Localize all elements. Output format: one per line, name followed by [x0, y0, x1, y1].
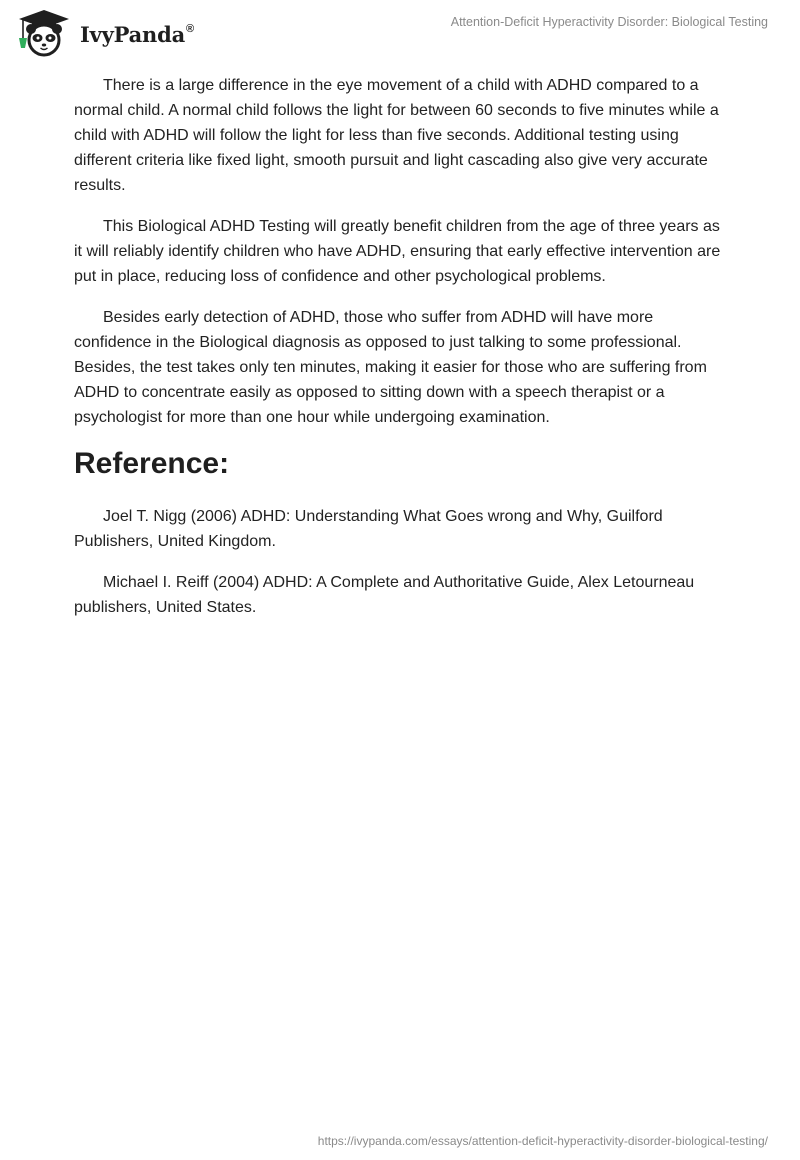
body-paragraph: There is a large difference in the eye movement of a child with ADHD compared to a normal child. A normal child follows the light for between 60 seconds to five minutes while a child with ADHD will follow the light for less than five seconds. Additional testing using different criteria like fixed light, smooth pursuit and light cascading also give very accurate results.: [74, 77, 719, 194]
brand-name: IvyPanda®: [80, 21, 194, 47]
reference-heading: Reference:: [74, 447, 230, 480]
page-header: [0, 0, 800, 70]
running-title: Attention-Deficit Hyperactivity Disorder: Biological Testing: [450, 15, 768, 29]
essay-content: [74, 73, 724, 636]
body-paragraph: This Biological ADHD Testing will greatly benefit children from the age of three years as it will reliably identify children who have ADHD, ensuring that early effective intervention are put in place, reducing loss of confidence and other psychological problems.: [74, 218, 721, 285]
reference-entry: Joel T. Nigg (2006) ADHD: Understanding What Goes wrong and Why, Guilford Publishers, United Kingdom.: [74, 508, 663, 550]
source-url[interactable]: https://ivypanda.com/essays/attention-deficit-hyperactivity-disorder-biological-testing/: [317, 1134, 768, 1148]
reference-entry: Michael I. Reiff (2004) ADHD: A Complete and Authoritative Guide, Alex Letourneau publishers, United States.: [74, 574, 695, 616]
body-paragraph: Besides early detection of ADHD, those who suffer from ADHD will have more confidence in the Biological diagnosis as opposed to just talking to some professional. Besides, the test takes only ten minutes, making it easier for those who are suffering from ADHD to concentrate easily as opposed to sitting down with a speech therapist or a psychologist for more than one hour while undergoing examination.: [74, 309, 707, 426]
registered-mark: ®: [186, 22, 194, 35]
panda-graduate-icon: [14, 8, 74, 58]
brand-logo[interactable]: [14, 8, 194, 58]
